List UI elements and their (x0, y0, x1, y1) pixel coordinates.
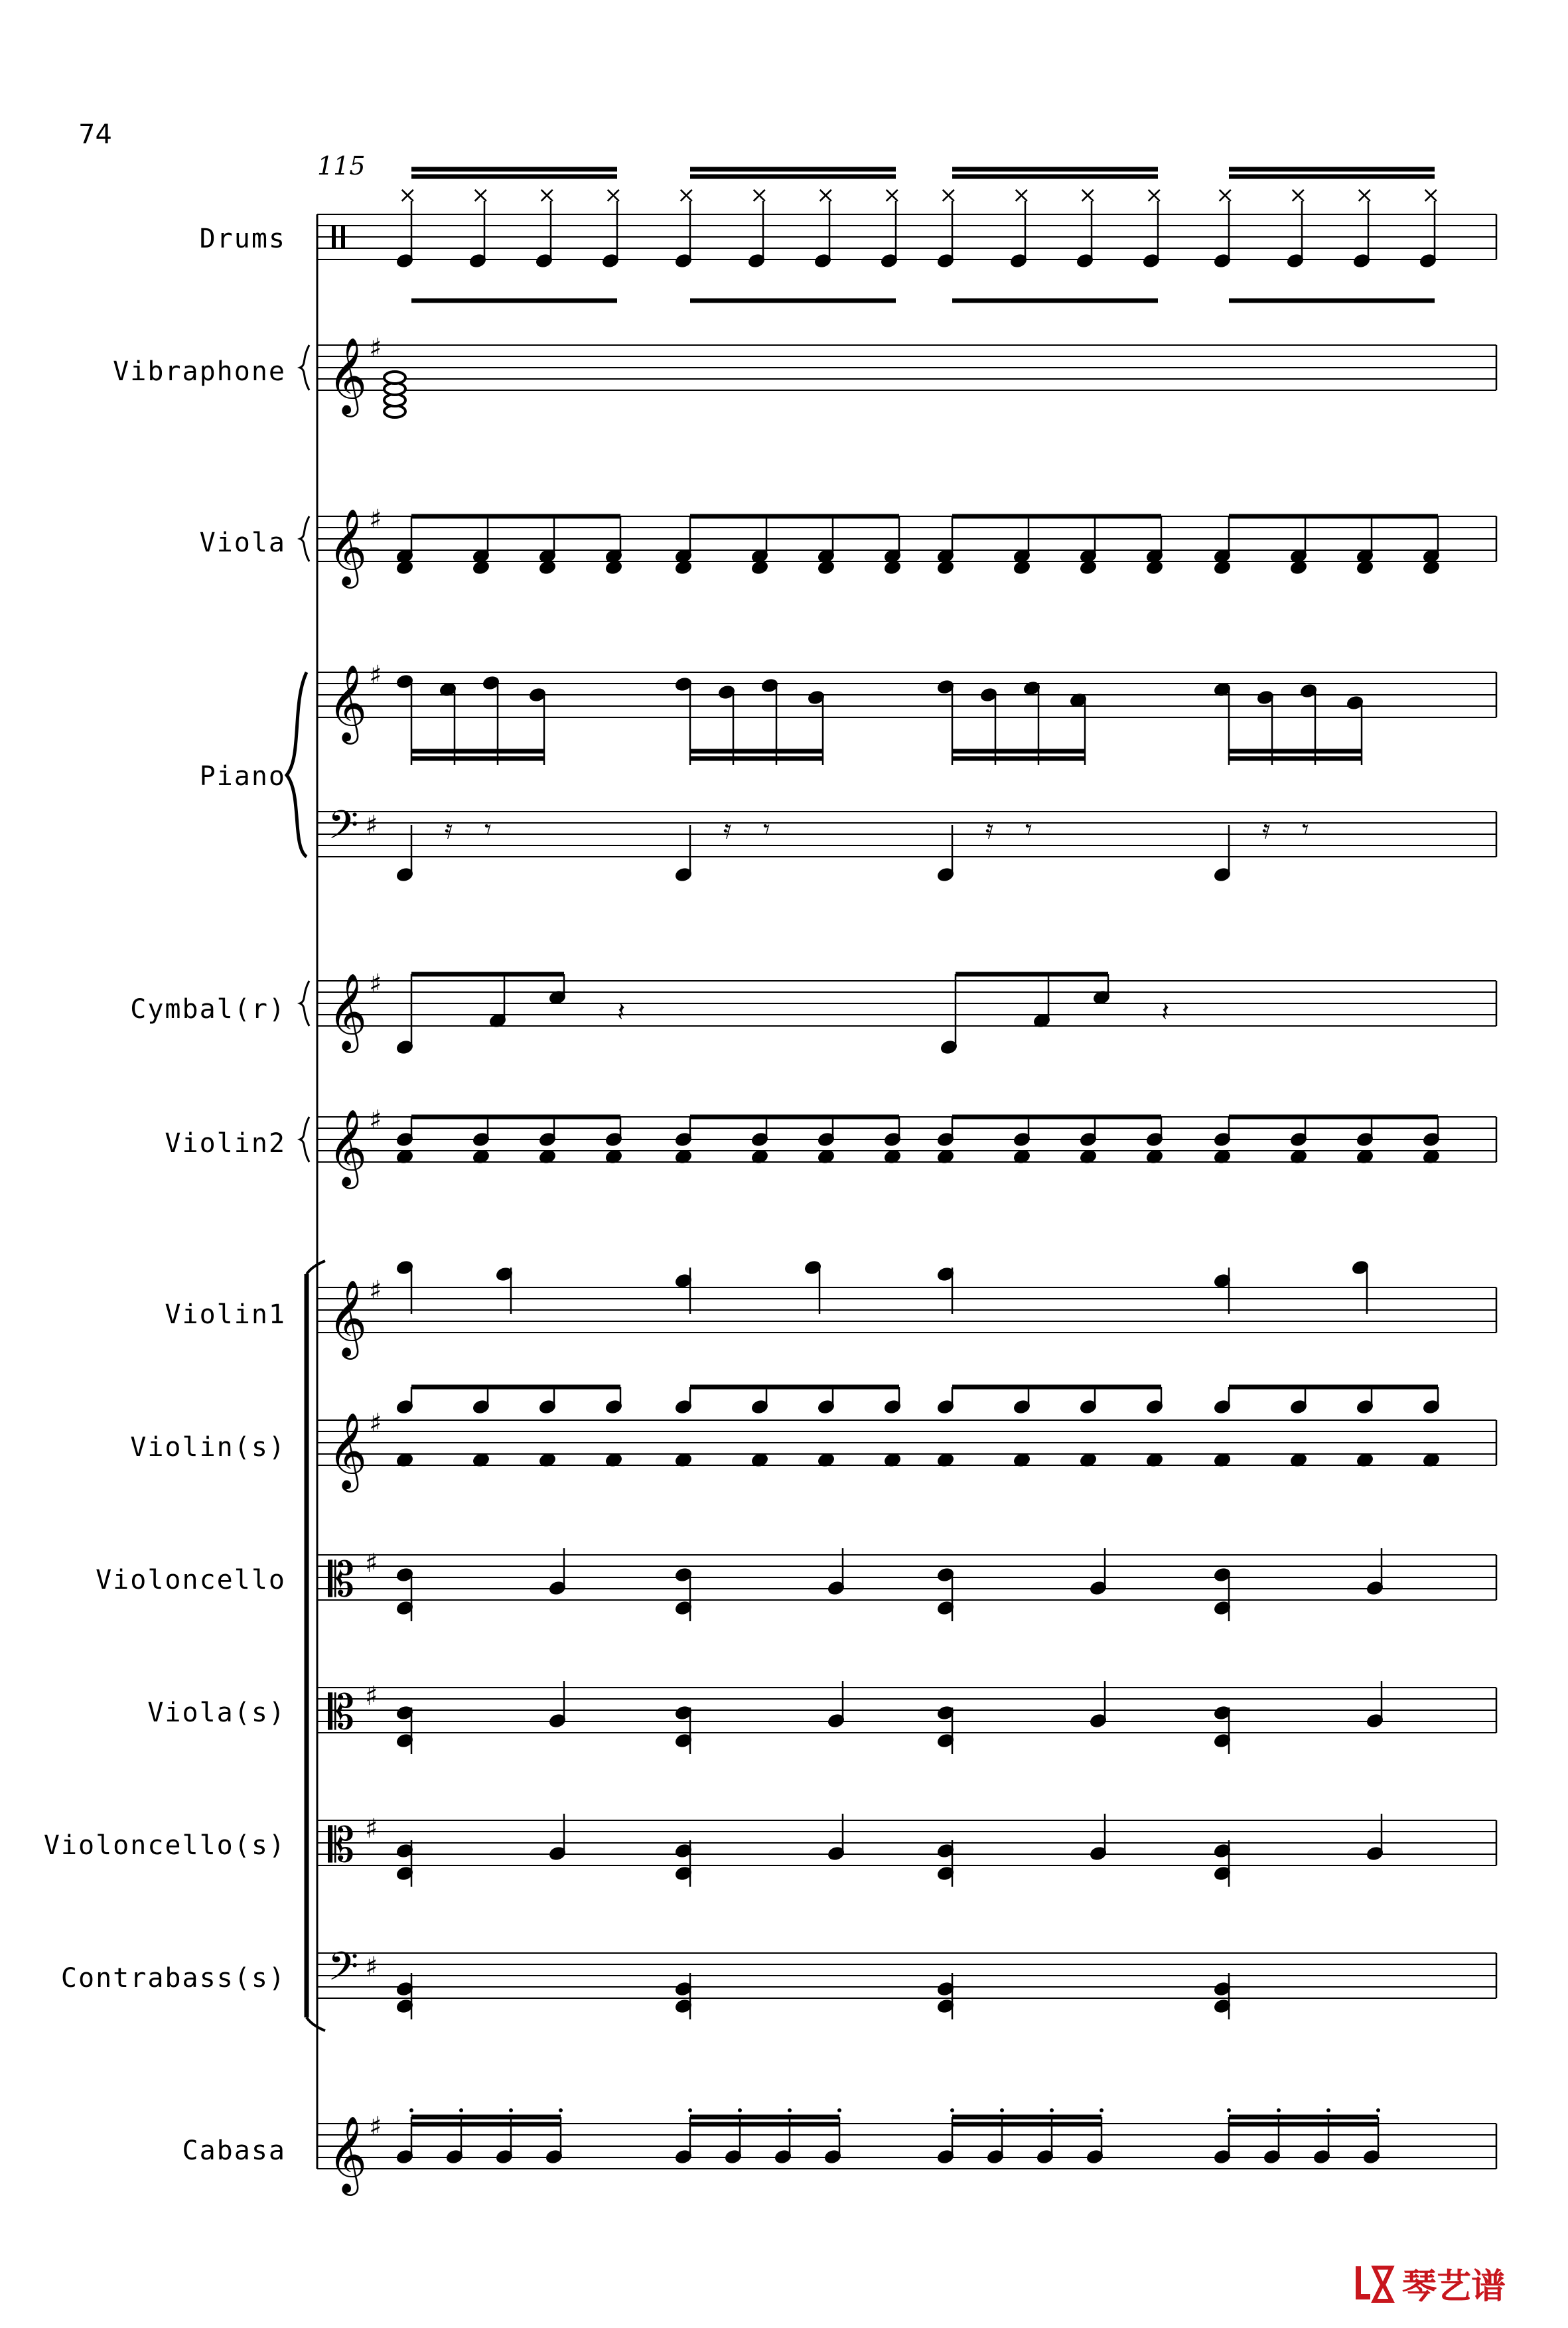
piano-bass-rest16-2: 𝄿 (985, 814, 994, 845)
clef-piano-treble: 𝄞 (328, 664, 368, 741)
drum-cymbal-x-2-1: × (1012, 182, 1031, 208)
key-sharp-viola: ♯ (369, 504, 382, 535)
drum-cymbal-x-3-1: × (1289, 182, 1308, 208)
label-viola: Viola (199, 528, 286, 558)
label-piano: Piano (199, 761, 286, 792)
brace-0 (300, 345, 309, 390)
viola-note-0-0-1 (396, 560, 413, 575)
cabasa-staccato-2-3 (1100, 2108, 1104, 2112)
key-sharp-violins: ♯ (369, 1408, 382, 1439)
strings-bracket-top (307, 1261, 325, 1274)
cymbal-quarter-rest-1: 𝄽 (1161, 997, 1170, 1027)
clef-violin2: 𝄞 (328, 1108, 368, 1186)
drum-cymbal-x-3-2: × (1355, 182, 1374, 208)
drum-cymbal-x-2-2: × (1078, 182, 1098, 208)
viola-note-0-1-1 (472, 560, 490, 575)
piano-bass-rest8-0: 𝄾 (484, 814, 492, 845)
piano-bass-rest8-2: 𝄾 (1025, 814, 1033, 845)
viola-note-1-2-1 (818, 560, 835, 575)
drum-cymbal-x-1-1: × (750, 182, 769, 208)
strings-bracket-bottom (307, 2017, 325, 2031)
brace-1 (300, 516, 309, 561)
piano-bass-rest16-0: 𝄿 (445, 814, 453, 845)
cabasa-staccato-1-1 (738, 2108, 742, 2112)
drum-cymbal-x-0-1: × (471, 182, 490, 208)
cabasa-staccato-0-2 (509, 2108, 513, 2112)
cabasa-staccato-0-0 (409, 2108, 413, 2112)
clef-vibraphone: 𝄞 (328, 336, 368, 414)
piano-bass-rest16-3: 𝄿 (1262, 814, 1271, 845)
clef-cabasa: 𝄞 (328, 2115, 368, 2193)
viola-note-0-3-1 (605, 560, 622, 575)
drum-cymbal-x-1-2: × (816, 182, 835, 208)
viola-note-1-0-1 (675, 560, 692, 575)
piano-bass-rest8-3: 𝄾 (1302, 814, 1309, 845)
cabasa-staccato-3-0 (1227, 2108, 1231, 2112)
label-cabasa: Cabasa (182, 2136, 286, 2166)
cabasa-staccato-2-0 (950, 2108, 954, 2112)
key-sharp-vibraphone: ♯ (369, 333, 382, 364)
viola-note-3-0-1 (1214, 560, 1231, 575)
perc-clef-bar2 (341, 226, 345, 248)
piano-brace (287, 672, 307, 857)
drum-cymbal-x-3-3: × (1421, 182, 1441, 208)
label-violin2: Violin2 (165, 1128, 286, 1159)
page-number: 74 (78, 119, 112, 150)
brace-2 (300, 981, 309, 1026)
key-sharp-piano-treble: ♯ (369, 660, 382, 691)
label-cymbal: Cymbal(r) (130, 994, 286, 1025)
viola-note-3-2-1 (1356, 560, 1374, 575)
label-drums: Drums (199, 224, 286, 254)
cabasa-staccato-0-3 (559, 2108, 563, 2112)
label-violas: Viola(s) (147, 1698, 286, 1728)
drum-cymbal-x-0-0: × (398, 182, 417, 208)
drum-cymbal-x-2-0: × (939, 182, 958, 208)
viola-note-0-2-1 (539, 560, 556, 575)
cabasa-staccato-1-2 (788, 2108, 792, 2112)
clef-violins: 𝄞 (328, 1412, 368, 1489)
label-violins: Violin(s) (130, 1432, 286, 1463)
viola-note-3-1-1 (1290, 560, 1307, 575)
piano-bass-rest16-1: 𝄿 (723, 814, 732, 845)
piano-bass-rest8-1: 𝄾 (763, 814, 770, 845)
cabasa-staccato-3-1 (1277, 2108, 1281, 2112)
label-violoncellos: Violoncello(s) (43, 1830, 286, 1861)
drum-cymbal-x-0-2: × (537, 182, 557, 208)
perc-clef-bar1 (332, 226, 336, 248)
watermark-text: 琴艺谱 (1402, 2266, 1506, 2307)
clef-viola: 𝄞 (328, 508, 368, 585)
cabasa-staccato-1-3 (837, 2108, 841, 2112)
watermark-logo (1350, 2256, 1549, 2309)
cymbal-quarter-rest-0: 𝄽 (617, 997, 626, 1027)
vibraphone-chord-note-3 (384, 372, 405, 384)
drum-cymbal-x-1-0: × (677, 182, 696, 208)
viola-note-2-0-1 (937, 560, 954, 575)
clef-violas: 𝄡 (328, 1684, 355, 1740)
label-violoncello: Violoncello (96, 1565, 286, 1595)
key-sharp-violas: ♯ (365, 1681, 378, 1711)
viola-note-2-2-1 (1080, 560, 1097, 575)
drum-cymbal-x-0-3: × (604, 182, 623, 208)
cabasa-staccato-2-2 (1050, 2108, 1054, 2112)
cabasa-staccato-1-0 (688, 2108, 692, 2112)
drum-cymbal-x-3-0: × (1216, 182, 1235, 208)
key-sharp-cabasa: ♯ (369, 2112, 382, 2142)
clef-violoncello: 𝄡 (328, 1552, 355, 1607)
viola-note-1-3-1 (884, 560, 901, 575)
key-sharp-cymbal: ♯ (369, 969, 382, 999)
viola-note-1-1-1 (751, 560, 768, 575)
cabasa-staccato-2-1 (1000, 2108, 1004, 2112)
clef-cymbal: 𝄞 (328, 972, 368, 1050)
label-violin1: Violin1 (165, 1299, 286, 1330)
drum-cymbal-x-2-3: × (1145, 182, 1164, 208)
cabasa-staccato-3-2 (1326, 2108, 1330, 2112)
drum-cymbal-x-1-3: × (883, 182, 902, 208)
measure-number: 115 (317, 151, 366, 181)
brace-3 (300, 1117, 309, 1162)
key-sharp-contrabass: ♯ (365, 1952, 378, 1982)
viola-note-2-3-1 (1146, 560, 1163, 575)
label-vibraphone: Vibraphone (113, 356, 286, 387)
key-sharp-violin2: ♯ (369, 1105, 382, 1135)
cabasa-staccato-3-3 (1376, 2108, 1380, 2112)
clef-violoncellos: 𝄡 (328, 1817, 355, 1873)
clef-piano-bass: 𝄢 (328, 802, 359, 857)
music-note-logo-icon (1350, 2260, 1397, 2306)
key-sharp-violoncellos: ♯ (365, 1814, 378, 1844)
viola-note-3-3-1 (1423, 560, 1440, 575)
key-sharp-violoncello: ♯ (365, 1548, 378, 1579)
key-sharp-piano-bass: ♯ (365, 810, 378, 841)
clef-violin1: 𝄞 (328, 1279, 368, 1356)
cabasa-staccato-0-1 (459, 2108, 463, 2112)
label-contrabass: Contrabass(s) (60, 1963, 286, 1994)
clef-contrabass: 𝄢 (328, 1943, 359, 1999)
key-sharp-violin1: ♯ (369, 1275, 382, 1306)
viola-note-2-1-1 (1013, 560, 1031, 575)
